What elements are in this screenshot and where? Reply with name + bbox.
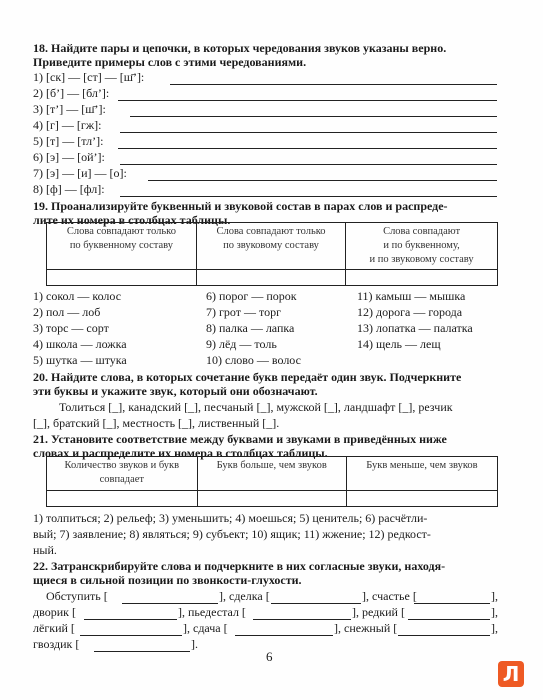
ex19-pair: 5) шутка — штука bbox=[33, 353, 127, 367]
ex22-word: ]. bbox=[191, 637, 198, 651]
ex18-item-8: 8) [ф] — [фл]: bbox=[33, 182, 105, 196]
ex22-word: ], сделка [ bbox=[219, 589, 270, 603]
answer-line[interactable] bbox=[120, 120, 497, 133]
header-line: и по буквенному, bbox=[383, 240, 460, 251]
ex22-word: ], bbox=[491, 589, 498, 603]
answer-line[interactable] bbox=[118, 136, 497, 149]
ex18-item-7: 7) [э] — [и] — [о]: bbox=[33, 166, 127, 180]
transcription-field[interactable] bbox=[414, 591, 490, 604]
ex21-title-line1: 21. Установите соответствие между буквами и звуками в приведённых ниже bbox=[33, 432, 447, 446]
ex22-title-line1: 22. Затранскрибируйте слова и подчеркните в них согласные звуки, находя- bbox=[33, 559, 446, 573]
transcription-field[interactable] bbox=[122, 591, 218, 604]
header-line: Слова совпадают bbox=[383, 226, 461, 237]
answer-line[interactable] bbox=[120, 152, 497, 165]
ex18-item-3: 3) [т’] — [ш̄’]: bbox=[33, 102, 106, 116]
ex18-item-4: 4) [г] — [гж]: bbox=[33, 118, 102, 132]
ex19-title-line2: лите их номера в столбцах таблицы. bbox=[33, 213, 231, 227]
ex22-word: ], счастье [ bbox=[362, 589, 417, 603]
ex19-pair: 8) палка — лапка bbox=[206, 321, 295, 335]
answer-line[interactable] bbox=[130, 104, 497, 117]
ex19-pair: 3) торс — сорт bbox=[33, 321, 109, 335]
ex21-col2-header bbox=[197, 457, 346, 491]
ex22-word: лёгкий [ bbox=[33, 621, 75, 635]
header-line: совпадает bbox=[99, 474, 144, 485]
publisher-logo: Л bbox=[498, 661, 524, 687]
ex22-word: ], bbox=[491, 621, 498, 635]
header-line: Слова совпадают только bbox=[66, 226, 176, 237]
ex21-words-line3: ный. bbox=[33, 543, 57, 557]
header-line: Букв меньше, чем звуков bbox=[366, 460, 478, 471]
ex19-pair: 11) камыш — мышка bbox=[357, 289, 466, 303]
ex19-answer-cell-1[interactable] bbox=[47, 270, 197, 286]
header-line: по буквенному составу bbox=[69, 240, 174, 251]
ex20-title-line2: эти буквы и укажите звук, который они обозначают. bbox=[33, 384, 318, 398]
transcription-field[interactable] bbox=[94, 639, 190, 652]
ex19-pair: 7) грот — торг bbox=[206, 305, 282, 319]
ex19-pair: 10) слово — волос bbox=[206, 353, 301, 367]
header-line: по звуковому составу bbox=[223, 240, 319, 251]
ex19-pair: 9) лёд — толь bbox=[206, 337, 277, 351]
ex21-answer-cell-1[interactable] bbox=[47, 491, 198, 507]
ex18-item-2: 2) [б’] — [бл’]: bbox=[33, 86, 110, 100]
ex22-word: ], редкий [ bbox=[352, 605, 405, 619]
ex19-answer-cell-2[interactable] bbox=[196, 270, 345, 286]
ex22-title-line2: щиеся в сильной позиции по звонкости-глухости. bbox=[33, 573, 302, 587]
transcription-field[interactable] bbox=[80, 623, 182, 636]
page-number: 6 bbox=[266, 649, 273, 664]
ex22-word: Обступить [ bbox=[46, 589, 108, 603]
ex19-pair: 13) лопатка — палатка bbox=[357, 321, 473, 335]
ex21-col1-header bbox=[47, 457, 198, 491]
ex19-col2-header bbox=[196, 223, 345, 270]
ex22-word: ], пьедестал [ bbox=[178, 605, 246, 619]
header-line: Количество звуков и букв bbox=[64, 460, 180, 471]
ex22-word: дворик [ bbox=[33, 605, 76, 619]
ex21-words-line1: 1) толпиться; 2) рельеф; 3) уменьшить; 4) моешься; 5) ценитель; 6) расчётли- bbox=[33, 511, 428, 525]
ex19-answer-cell-3[interactable] bbox=[346, 270, 498, 286]
answer-line[interactable] bbox=[148, 168, 497, 181]
ex18-item-1: 1) [ск] — [ст] — [ш̄’]: bbox=[33, 70, 145, 84]
ex22-word: ], сдача [ bbox=[183, 621, 228, 635]
ex18-item-5: 5) [т] — [тл’]: bbox=[33, 134, 104, 148]
ex21-answer-cell-2[interactable] bbox=[197, 491, 346, 507]
transcription-field[interactable] bbox=[84, 607, 177, 620]
header-line: Букв больше, чем звуков bbox=[216, 460, 327, 471]
answer-line[interactable] bbox=[118, 88, 497, 101]
ex21-table bbox=[46, 456, 498, 507]
ex22-word: гвоздик [ bbox=[33, 637, 80, 651]
ex19-pair: 6) порог — порок bbox=[206, 289, 297, 303]
header-line: Слова совпадают только bbox=[216, 226, 326, 237]
ex18-title-line2: Приведите примеры слов с этими чередованиями. bbox=[33, 55, 307, 69]
ex18-title-line1: 18. Найдите пары и цепочки, в которых чередования звуков указаны верно. bbox=[33, 41, 447, 55]
ex19-table bbox=[46, 222, 498, 286]
transcription-field[interactable] bbox=[398, 623, 490, 636]
transcription-field[interactable] bbox=[271, 591, 361, 604]
ex19-pair: 4) школа — ложка bbox=[33, 337, 127, 351]
ex21-words-line2: вый; 7) заявление; 8) являться; 9) субъект; 10) ящик; 11) жжение; 12) редкост- bbox=[33, 527, 431, 541]
header-line: и по звуковому составу bbox=[369, 254, 474, 265]
transcription-field[interactable] bbox=[408, 607, 490, 620]
transcription-field[interactable] bbox=[253, 607, 351, 620]
ex19-col1-header bbox=[47, 223, 197, 270]
transcription-field[interactable] bbox=[235, 623, 333, 636]
ex19-pair: 2) пол — лоб bbox=[33, 305, 101, 319]
answer-line[interactable] bbox=[170, 72, 497, 85]
ex20-title-line1: 20. Найдите слова, в которых сочетание букв передаёт один звук. Подчеркните bbox=[33, 370, 462, 384]
ex22-word: ], снежный [ bbox=[334, 621, 398, 635]
ex19-pair: 14) щель — лещ bbox=[357, 337, 441, 351]
ex19-col3-header bbox=[346, 223, 498, 270]
ex20-words-line1: Толиться [_], канадский [_], песчаный [_], мужской [_], ландшафт [_], резчик bbox=[59, 400, 453, 414]
ex19-pair: 1) сокол — колос bbox=[33, 289, 122, 303]
ex21-answer-cell-3[interactable] bbox=[346, 491, 497, 507]
ex21-title-line2: словах и распределите их номера в столбцах таблицы. bbox=[33, 446, 328, 460]
ex20-words-line2: [_], братский [_], местность [_], лиственный [_]. bbox=[33, 416, 280, 430]
ex21-col3-header bbox=[346, 457, 497, 491]
answer-line[interactable] bbox=[120, 184, 497, 197]
ex22-word: ], bbox=[491, 605, 498, 619]
ex19-title-line1: 19. Проанализируйте буквенный и звуковой состав в парах слов и распреде- bbox=[33, 199, 448, 213]
ex18-item-6: 6) [э] — [ой’]: bbox=[33, 150, 105, 164]
ex19-pair: 12) дорога — города bbox=[357, 305, 463, 319]
